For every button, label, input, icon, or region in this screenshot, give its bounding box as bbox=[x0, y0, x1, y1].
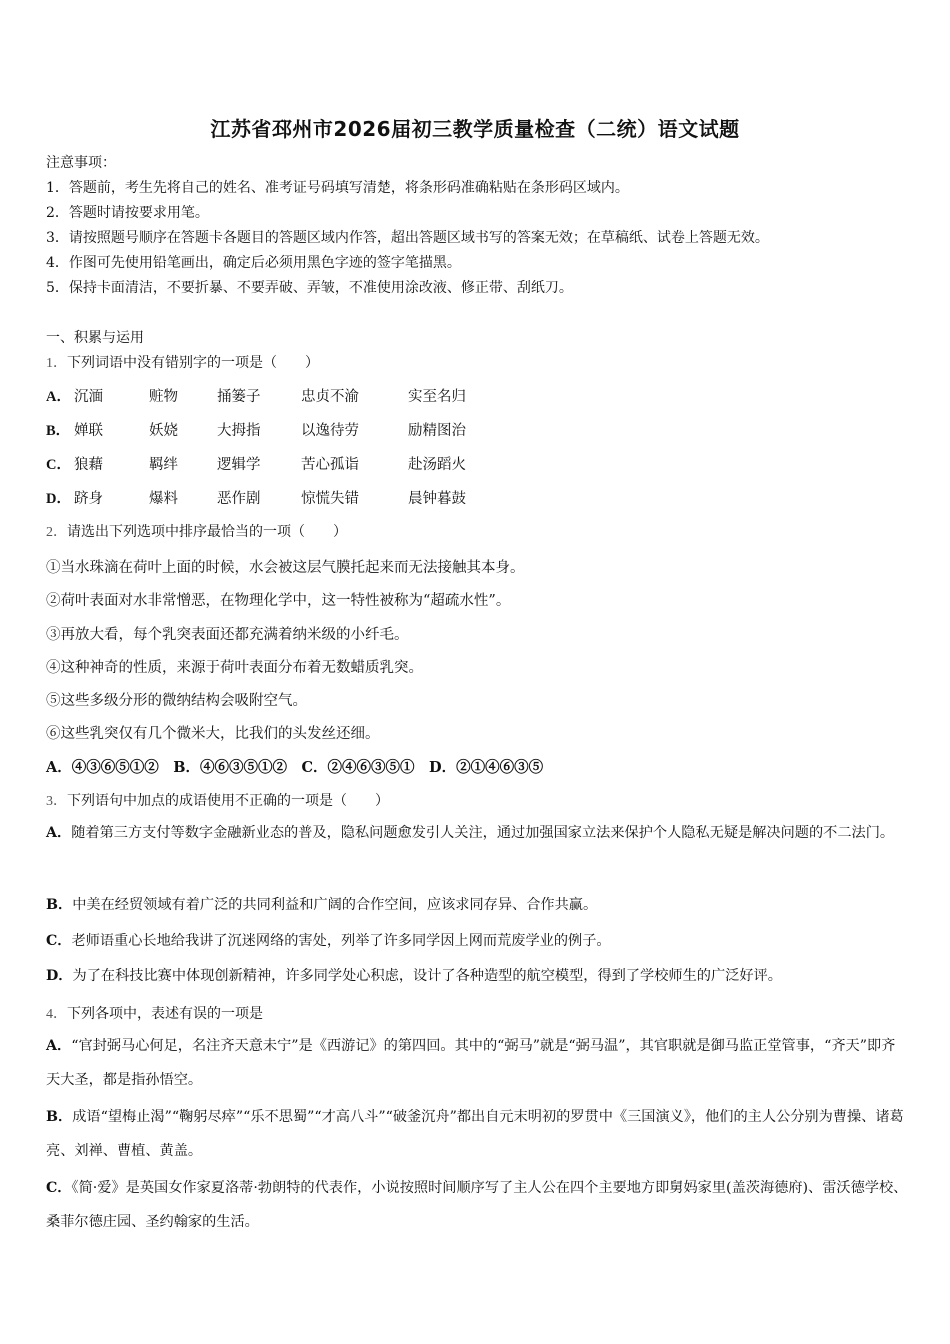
option-word: 苦心孤诣 bbox=[301, 457, 359, 473]
option-word: 忠贞不渝 bbox=[301, 389, 359, 405]
option-label: A． bbox=[46, 825, 72, 841]
q4-option-b bbox=[46, 1100, 908, 1168]
question-number: 1． bbox=[46, 356, 67, 371]
question-stem: 下列各项中，表述有误的一项是 bbox=[67, 1006, 263, 1022]
question-2 bbox=[46, 521, 347, 541]
option-word: 励精图治 bbox=[408, 423, 466, 439]
option-word: 沉湎 bbox=[74, 389, 103, 405]
option-word: 实至名归 bbox=[408, 389, 466, 405]
q3-option-b bbox=[46, 888, 908, 922]
option-text: 成语“望梅止渴”“鞠躬尽瘁”“乐不思蜀”“才高八斗”“破釜沉舟”都出自元末明初的罗贯中《三国演义》，他们的主人公分别为曹操、诸葛亮、刘禅、曹植、黄盖。 bbox=[46, 1109, 904, 1159]
option-word: 捅篓子 bbox=[217, 389, 261, 405]
q2-sentence: ⑤这些多级分形的微纳结构会吸附空气。 bbox=[46, 693, 307, 709]
q2-options: A．④③⑥⑤①② B．④⑥③⑤①② C．②④⑥③⑤① D．②①④⑥③⑤ bbox=[46, 759, 544, 776]
option-word: 大拇指 bbox=[217, 423, 261, 439]
question-stem: 下列词语中没有错别字的一项是（ ） bbox=[67, 355, 319, 371]
question-number: 4． bbox=[46, 1007, 67, 1022]
option-word: 狼藉 bbox=[74, 457, 103, 473]
option-word: 羁绊 bbox=[149, 457, 178, 473]
option-word: 赴汤蹈火 bbox=[408, 457, 466, 473]
section-heading: 一、积累与运用 bbox=[46, 330, 144, 346]
option-label: A． bbox=[46, 1038, 72, 1054]
option-label: B． bbox=[46, 1109, 73, 1125]
notice-item: 5．保持卡面清洁，不要折暴、不要弄破、弄皱，不准使用涂改液、修正带、刮纸刀。 bbox=[46, 280, 573, 296]
q3-option-a bbox=[46, 816, 908, 850]
notice-heading: 注意事项： bbox=[46, 155, 116, 171]
option-label: A． bbox=[46, 389, 71, 405]
option-label: C． bbox=[46, 933, 72, 949]
option-text: 中美在经贸领域有着广泛的共同利益和广阔的合作空间，应该求同存异、合作共赢。 bbox=[72, 897, 598, 913]
q4-option-c bbox=[46, 1171, 908, 1239]
question-1 bbox=[46, 352, 319, 372]
option-label: C． bbox=[46, 1180, 72, 1196]
notice-item: 1．答题前，考生先将自己的姓名、准考证号码填写清楚，将条形码准确粘贴在条形码区域内。 bbox=[46, 180, 629, 196]
page-title: 江苏省邳州市2026届初三教学质量检查（二统）语文试题 bbox=[210, 117, 740, 141]
option-word: 妖娆 bbox=[149, 423, 178, 439]
question-number: 2． bbox=[46, 525, 67, 540]
option-word: 以逸待劳 bbox=[301, 423, 359, 439]
q2-sentence: ①当水珠滴在荷叶上面的时候，水会被这层气膜托起来而无法接触其本身。 bbox=[46, 560, 525, 576]
option-label: D． bbox=[46, 491, 71, 507]
option-word: 晨钟暮鼓 bbox=[408, 491, 466, 507]
question-stem: 下列语句中加点的成语使用不正确的一项是（ ） bbox=[67, 793, 389, 809]
q2-sentence: ②荷叶表面对水非常憎恶，在物理化学中，这一特性被称为“超疏水性”。 bbox=[46, 593, 511, 609]
option-text: 随着第三方支付等数字金融新业态的普及，隐私问题愈发引人关注，通过加强国家立法来保护个人隐私无疑是解决问题的不二法门。 bbox=[71, 825, 895, 841]
q3-option-d bbox=[46, 959, 908, 993]
notice-item: 3．请按照题号顺序在答题卡各题目的答题区域内作答，超出答题区域书写的答案无效；在草稿纸、试卷上答题无效。 bbox=[46, 230, 769, 246]
notice-item: 2．答题时请按要求用笔。 bbox=[46, 205, 209, 221]
option-label: B． bbox=[46, 423, 71, 439]
option-word: 赃物 bbox=[149, 389, 178, 405]
q2-sentence: ⑥这些乳突仅有几个微米大，比我们的头发丝还细。 bbox=[46, 726, 380, 742]
option-text: 为了在科技比赛中体现创新精神，许多同学处心积虑，设计了各种造型的航空模型，得到了学校师生的广泛好评。 bbox=[72, 968, 782, 984]
option-word: 爆料 bbox=[149, 491, 178, 507]
notice-item: 4．作图可先使用铅笔画出，确定后必须用黑色字迹的签字笔描黑。 bbox=[46, 255, 461, 271]
option-label: D． bbox=[46, 968, 73, 984]
q2-sentence: ③再放大看，每个乳突表面还都充满着纳米级的小纤毛。 bbox=[46, 627, 409, 643]
option-text: “官封弼马心何足，名注齐天意未宁”是《西游记》的第四回。其中的“弼马”就是“弼马温”，其官职就是御马监正堂管事，“齐天”即齐天大圣，都是指孙悟空。 bbox=[46, 1038, 896, 1088]
question-3 bbox=[46, 790, 389, 810]
option-word: 跻身 bbox=[74, 491, 103, 507]
option-label: B． bbox=[46, 897, 73, 913]
option-word: 逻辑学 bbox=[217, 457, 261, 473]
q3-option-c bbox=[46, 924, 908, 958]
q2-sentence: ④这种神奇的性质，来源于荷叶表面分布着无数蜡质乳突。 bbox=[46, 660, 423, 676]
question-4 bbox=[46, 1003, 263, 1023]
option-label: C． bbox=[46, 457, 71, 473]
option-word: 惊慌失错 bbox=[301, 491, 359, 507]
option-word: 恶作剧 bbox=[217, 491, 261, 507]
q4-option-a bbox=[46, 1029, 908, 1097]
question-number: 3． bbox=[46, 794, 67, 809]
question-stem: 请选出下列选项中排序最恰当的一项（ ） bbox=[67, 524, 347, 540]
option-text: 老师语重心长地给我讲了沉迷网络的害处，列举了许多同学因上网而荒废学业的例子。 bbox=[71, 933, 611, 949]
option-text: 《简·爱》是英国女作家夏洛蒂·勃朗特的代表作，小说按照时间顺序写了主人公在四个主要地方即舅妈家里(盖茨海德府)、雷沃德学校、桑菲尔德庄园、圣约翰家的生活。 bbox=[46, 1180, 908, 1230]
option-word: 婵联 bbox=[74, 423, 103, 439]
